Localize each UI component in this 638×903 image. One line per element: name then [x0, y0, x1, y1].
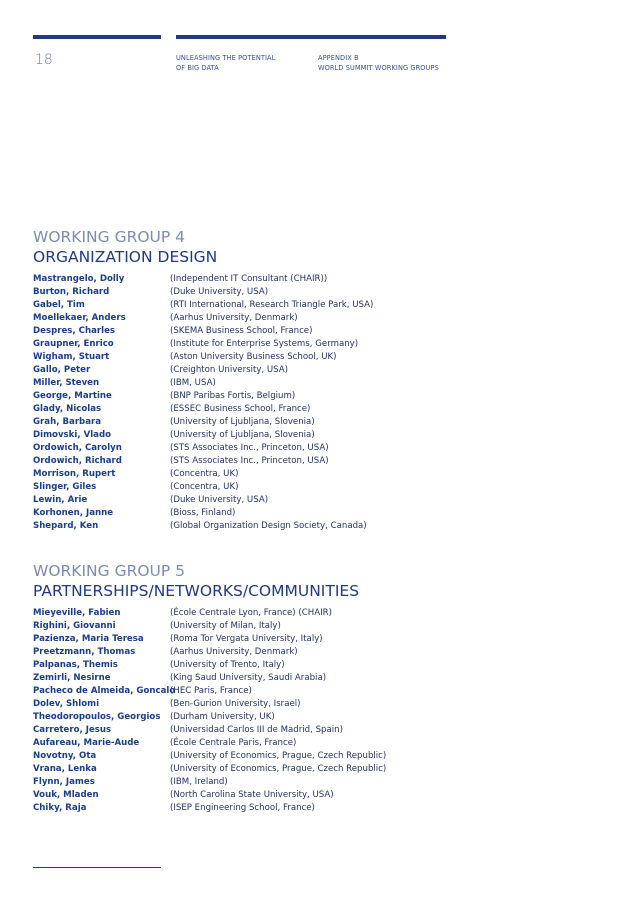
member-affiliation: (Ben-Gurion University, Israel) — [170, 699, 301, 709]
member-affiliation: (University of Economics, Prague, Czech Republic) — [170, 764, 387, 774]
member-affiliation: (Creighton University, USA) — [170, 365, 289, 375]
member-row — [33, 711, 593, 724]
member-name: Vrana, Lenka — [33, 764, 97, 774]
header-rule-left — [33, 35, 161, 39]
member-affiliation: (École Centrale Lyon, France) (CHAIR) — [170, 608, 332, 618]
member-row — [33, 646, 593, 659]
running-header-line: WORLD SUMMIT WORKING GROUPS — [318, 64, 439, 72]
member-row — [33, 468, 593, 481]
member-name: Miller, Steven — [33, 378, 100, 388]
member-name: Grah, Barbara — [33, 417, 102, 427]
member-name: Ordowich, Carolyn — [33, 443, 122, 453]
member-row — [33, 685, 593, 698]
member-row — [33, 789, 593, 802]
member-name: Graupner, Enrico — [33, 339, 114, 349]
member-row — [33, 442, 593, 455]
member-name: Despres, Charles — [33, 326, 116, 336]
member-row — [33, 737, 593, 750]
member-row — [33, 351, 593, 364]
member-name: Mieyeville, Fabien — [33, 608, 121, 618]
member-row — [33, 377, 593, 390]
member-row — [33, 520, 593, 533]
member-affiliation: (HEC Paris, France) — [170, 686, 252, 696]
member-affiliation: (Aarhus University, Denmark) — [170, 313, 298, 323]
group-kicker: WORKING GROUP 4 — [33, 228, 186, 246]
member-row — [33, 763, 593, 776]
member-row — [33, 724, 593, 737]
member-row — [33, 429, 593, 442]
member-row — [33, 390, 593, 403]
member-name: Novotny, Ota — [33, 751, 97, 761]
member-affiliation: (Independent IT Consultant (CHAIR)) — [170, 274, 328, 284]
member-name: Korhonen, Janne — [33, 508, 114, 518]
member-affiliation: (King Saud University, Saudi Arabia) — [170, 673, 327, 683]
page-number: 18 — [35, 52, 53, 68]
member-affiliation: (Global Organization Design Society, Canada) — [170, 521, 367, 531]
member-row — [33, 620, 593, 633]
member-affiliation: (STS Associates Inc., Princeton, USA) — [170, 456, 329, 466]
member-affiliation: (Universidad Carlos III de Madrid, Spain) — [170, 725, 343, 735]
member-affiliation: (École Centrale Paris, France) — [170, 738, 297, 748]
member-name: Palpanas, Themis — [33, 660, 118, 670]
member-row — [33, 494, 593, 507]
member-row — [33, 416, 593, 429]
member-affiliation: (Institute for Enterprise Systems, Germany) — [170, 339, 359, 349]
group-title: PARTNERSHIPS/NETWORKS/COMMUNITIES — [33, 582, 360, 600]
member-affiliation: (Roma Tor Vergata University, Italy) — [170, 634, 323, 644]
member-affiliation: (University of Ljubljana, Slovenia) — [170, 430, 315, 440]
member-row — [33, 776, 593, 789]
member-list — [33, 607, 593, 815]
member-row — [33, 273, 593, 286]
member-row — [33, 750, 593, 763]
running-header-line: UNLEASHING THE POTENTIAL — [176, 54, 276, 62]
member-row — [33, 455, 593, 468]
running-header-section — [176, 53, 306, 73]
member-row — [33, 659, 593, 672]
member-name: George, Martine — [33, 391, 112, 401]
member-name: Aufareau, Marie-Aude — [33, 738, 140, 748]
member-row — [33, 364, 593, 377]
member-row — [33, 338, 593, 351]
member-affiliation: (Concentra, UK) — [170, 469, 239, 479]
member-affiliation: (University of Trento, Italy) — [170, 660, 285, 670]
member-row — [33, 802, 593, 815]
member-affiliation: (Aarhus University, Denmark) — [170, 647, 298, 657]
member-name: Gallo, Peter — [33, 365, 91, 375]
working-group — [33, 227, 593, 533]
member-row — [33, 698, 593, 711]
member-name: Morrison, Rupert — [33, 469, 116, 479]
member-name: Preetzmann, Thomas — [33, 647, 136, 657]
member-affiliation: (ESSEC Business School, France) — [170, 404, 311, 414]
member-affiliation: (IBM, USA) — [170, 378, 216, 388]
member-row — [33, 312, 593, 325]
member-row — [33, 507, 593, 520]
member-name: Flynn, James — [33, 777, 95, 787]
group-kicker: WORKING GROUP 5 — [33, 562, 186, 580]
member-name: Righini, Giovanni — [33, 621, 116, 631]
member-name: Theodoropoulos, Georgios — [33, 712, 161, 722]
member-name: Dimovski, Vlado — [33, 430, 112, 440]
member-row — [33, 672, 593, 685]
group-title: ORGANIZATION DESIGN — [33, 248, 218, 266]
member-name: Mastrangelo, Dolly — [33, 274, 125, 284]
member-list — [33, 273, 593, 533]
member-affiliation: (STS Associates Inc., Princeton, USA) — [170, 443, 329, 453]
member-row — [33, 481, 593, 494]
member-name: Carretero, Jesus — [33, 725, 112, 735]
member-name: Glady, Nicolas — [33, 404, 102, 414]
running-header-line: APPENDIX B — [318, 54, 359, 62]
member-name: Chiky, Raja — [33, 803, 87, 813]
running-header-line: OF BIG DATA — [176, 64, 219, 72]
member-name: Moellekaer, Anders — [33, 313, 126, 323]
member-name: Zemirli, Nesirne — [33, 673, 111, 683]
member-affiliation: (IBM, Ireland) — [170, 777, 228, 787]
member-affiliation: (Duke University, USA) — [170, 495, 269, 505]
member-row — [33, 633, 593, 646]
member-affiliation: (University of Milan, Italy) — [170, 621, 281, 631]
member-name: Slinger, Giles — [33, 482, 97, 492]
member-affiliation: (Durham University, UK) — [170, 712, 275, 722]
member-name: Pacheco de Almeida, Goncalo — [33, 686, 176, 696]
member-row — [33, 286, 593, 299]
member-name: Wigham, Stuart — [33, 352, 110, 362]
member-affiliation: (University of Ljubljana, Slovenia) — [170, 417, 315, 427]
member-affiliation: (Aston University Business School, UK) — [170, 352, 337, 362]
footer-rule — [33, 867, 161, 868]
member-affiliation: (Concentra, UK) — [170, 482, 239, 492]
member-name: Vouk, Mladen — [33, 790, 99, 800]
header-rule-right — [176, 35, 446, 39]
member-affiliation: (RTI International, Research Triangle Park, USA) — [170, 300, 374, 310]
member-row — [33, 325, 593, 338]
member-name: Dolev, Shlomi — [33, 699, 100, 709]
member-name: Pazienza, Maria Teresa — [33, 634, 144, 644]
member-affiliation: (Duke University, USA) — [170, 287, 269, 297]
member-row — [33, 299, 593, 312]
member-name: Shepard, Ken — [33, 521, 99, 531]
member-name: Burton, Richard — [33, 287, 110, 297]
member-affiliation: (Bioss, Finland) — [170, 508, 236, 518]
member-affiliation: (University of Economics, Prague, Czech Republic) — [170, 751, 387, 761]
member-name: Ordowich, Richard — [33, 456, 122, 466]
member-name: Lewin, Arie — [33, 495, 88, 505]
member-affiliation: (ISEP Engineering School, France) — [170, 803, 315, 813]
member-row — [33, 403, 593, 416]
working-group — [33, 561, 593, 815]
member-affiliation: (BNP Paribas Fortis, Belgium) — [170, 391, 296, 401]
member-affiliation: (SKEMA Business School, France) — [170, 326, 313, 336]
member-name: Gabel, Tim — [33, 300, 85, 310]
running-header-appendix — [318, 53, 458, 73]
member-affiliation: (North Carolina State University, USA) — [170, 790, 334, 800]
member-row — [33, 607, 593, 620]
